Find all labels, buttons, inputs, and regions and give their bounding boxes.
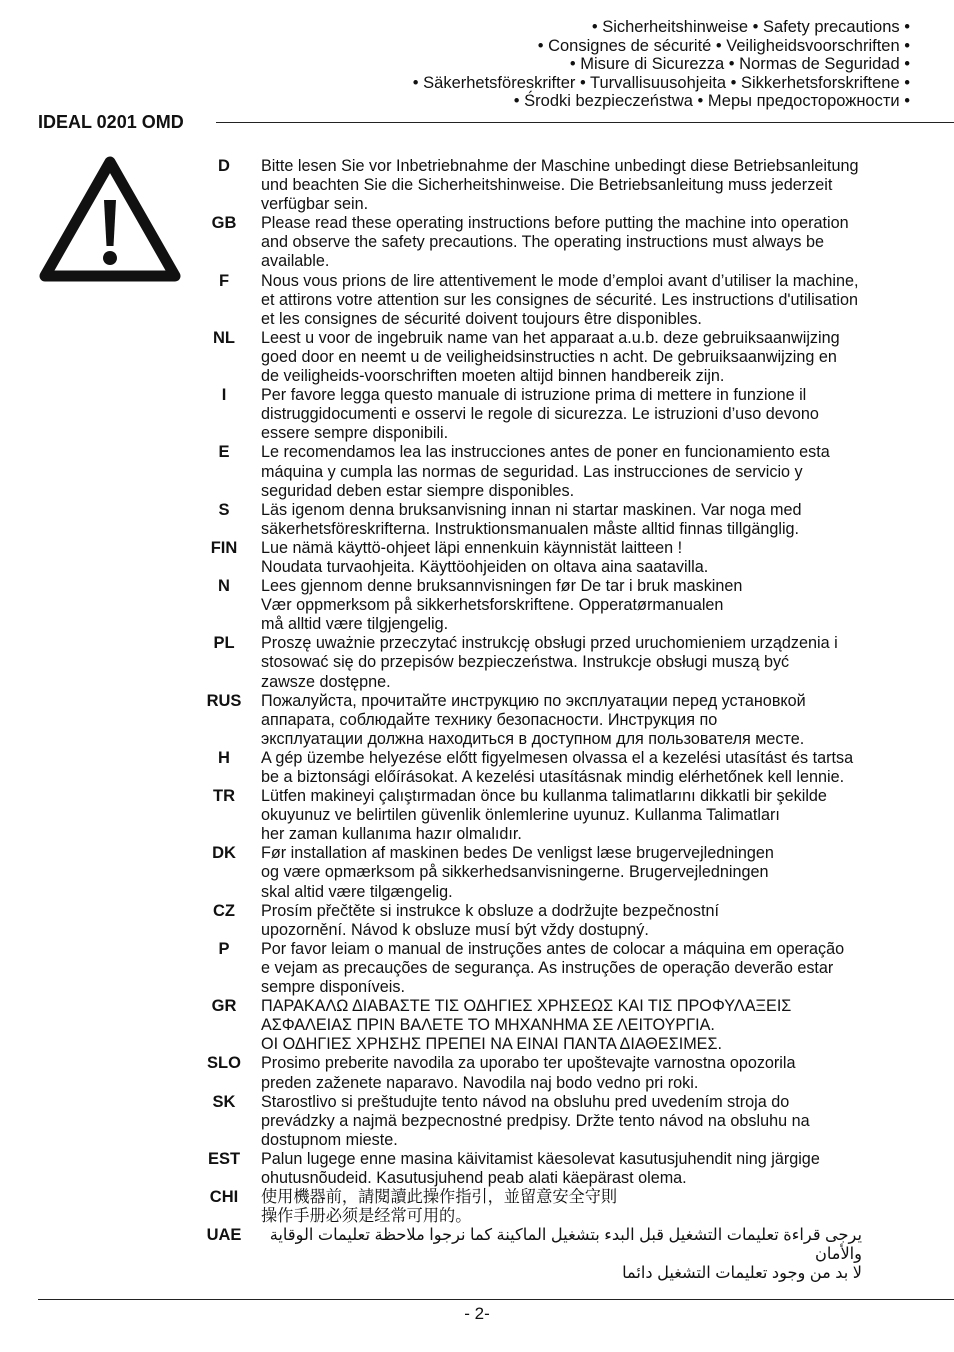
lang-entry xyxy=(204,157,926,214)
lang-code: E xyxy=(218,443,230,462)
lang-text: Please read these operating instructions before putting the machine into operation and observe the safety precautions. The operating instructions must always be available. xyxy=(261,214,849,271)
lang-code: RUS xyxy=(206,691,242,710)
lang-entry xyxy=(204,1226,926,1283)
lang-entry xyxy=(204,386,926,443)
lang-text: Prosimo preberite navodila za uporabo ter upoštevajte varnostna opozorila preden zaženete naparavo. Navodila naj bodo vedno pri roki. xyxy=(261,1054,796,1092)
lang-text: يرجى قراءة تعليمات التشغيل قبل البدء بتشغيل الماكينة كما نرجوا ملاحظة تعليمات الوقاية والأمان لا بد من وجود تعليمات التشغيل دائما xyxy=(269,1226,862,1283)
page-number: - 2- xyxy=(464,1304,490,1323)
language-instructions-list xyxy=(204,157,926,1284)
lang-text: Lees gjennom denne bruksannvisningen før De tar i bruk maskinen Vær oppmerksom på sikkerhetsforskriftene. Opperatørmanualen må alltid være tilgjengelig. xyxy=(261,577,743,634)
lang-entry xyxy=(204,214,926,271)
lang-code: PL xyxy=(213,634,235,653)
lang-text: Le recomendamos lea las instrucciones antes de poner en funcionamiento esta máquina y cumpla las normas de seguridad. Las instrucciones de servicio y seguridad deben estar siempre disponibles. xyxy=(261,443,830,500)
lang-code: CZ xyxy=(213,901,235,920)
lang-entry xyxy=(204,940,926,997)
lang-code: F xyxy=(218,271,230,290)
lang-entry xyxy=(204,902,926,940)
safety-titles-header xyxy=(413,18,910,111)
lang-text: Por favor leiam o manual de instruções antes de colocar a máquina em operação e vejam as precauções de segurança. As instruções de operação deverão estar sempre disponíveis. xyxy=(261,939,845,997)
lang-text: Per favore legga questo manuale di istruzione prima di mettere in funzione il distruggidocumenti e osservi le regole di sicurezza. Le istruzioni d’uso devono essere sempre disponibili. xyxy=(261,386,819,443)
lang-text: Før installation af maskinen bedes De venligst læse brugervejledningen og være opmærksom på sikkerhedsanvisningerne. Brugervejledningen skal altid være tilgængelig. xyxy=(261,844,774,901)
lang-code: N xyxy=(218,577,230,596)
lang-code: NL xyxy=(213,328,235,347)
footer-divider xyxy=(38,1299,954,1300)
lang-code: S xyxy=(218,500,230,519)
lang-code: UAE xyxy=(206,1226,242,1245)
lang-entry xyxy=(204,787,926,844)
header-line: • Sicherheitshinweise • Safety precautions • xyxy=(591,18,910,36)
lang-entry xyxy=(204,749,926,787)
lang-text: A gép üzembe helyezése előtt figyelmesen olvassa el a kezelési utasítást és tartsa be a biztonsági előírásokat. A kezelési utasításnak mindig elérhetőnek kell lennie. xyxy=(261,748,854,786)
lang-entry xyxy=(204,844,926,901)
lang-text: 使用機器前，請閱讀此操作指引，並留意安全守則 操作手册必须是经常可用的。 xyxy=(261,1188,618,1226)
lang-entry xyxy=(204,634,926,691)
lang-entry xyxy=(204,539,926,577)
lang-entry xyxy=(204,1150,926,1188)
lang-entry xyxy=(204,443,926,500)
lang-code: D xyxy=(218,157,230,175)
lang-entry xyxy=(204,997,926,1054)
lang-entry xyxy=(204,272,926,329)
lang-text: Leest u voor de ingebruik name van het apparaat a.u.b. deze gebruiksaanwijzing goed door en neemt u de veiligheidsinstructies n acht. De gebruiksaanwijzing en de veiligheids-voorschriften moeten altijd binnen handbereik zijn. xyxy=(261,328,840,386)
lang-text: Starostlivo si preštudujte tento návod na obsluhu pred uvedením stroja do prevádzky a najmä bezpecnostné predpisy. Držte tento návod na obsluhu na dostupnom mieste. xyxy=(261,1092,810,1149)
lang-entry xyxy=(204,329,926,386)
lang-code: I xyxy=(221,386,227,405)
lang-text: Lue nämä käyttö-ohjeet läpi ennenkuin käynnistät laitteen ! Noudata turvaohjeita. Käyttöohjeiden on oltava aina saatavilla. xyxy=(261,538,709,576)
lang-code: GR xyxy=(211,997,237,1016)
lang-text: Пожалуйста, прочитайте инструкцию по эксплуатации перед установкой аппарата, соблюдайте технику безопасности. Инструкция по эксплуатации должна находиться в доступном для пользователя месте. xyxy=(261,691,806,748)
lang-text: Lütfen makineyi çalıştırmadan önce bu kullanma talimatlarını dikkatli bir şekilde okuyunuz ve belirtilen güvenlik önlemlerine uyunuz. Kullanma Talimatları her zaman kullanıma hazır olmalıdır. xyxy=(261,787,827,844)
lang-entry xyxy=(204,1093,926,1150)
lang-text: Proszę uważnie przeczytać instrukcję obsługi przed uruchomieniem urządzenia i stosować się do przepisów bezpieczeństwa. Instrukcje obsługi muszą być zawsze dostępne. xyxy=(261,634,838,691)
header-divider xyxy=(216,122,954,123)
lang-text: Nous vous prions de lire attentivement le mode d’emploi avant d’utiliser la machine, et attirons votre attention sur les consignes de sécurité. Les instructions d'utilisation et les consignes de sécurité doivent toujours être disponibles. xyxy=(261,271,859,328)
lang-text: Prosím přečtěte si instrukce k obsluze a dodržujte bezpečnostní upozornění. Návod k obsluze musí být vždy dostupný. xyxy=(261,901,719,939)
header-line: • Misure di Sicurezza • Normas de Seguridad • xyxy=(569,55,910,74)
lang-code: P xyxy=(218,939,230,958)
lang-code: TR xyxy=(213,787,235,806)
lang-code: DK xyxy=(212,844,236,863)
model-title: IDEAL 0201 OMD xyxy=(38,111,194,133)
header-line: • Consignes de sécurité • Veiligheidsvoorschriften • xyxy=(537,36,910,55)
lang-text: Läs igenom denna bruksanvisning innan ni startar maskinen. Var noga med säkerhetsföreskrifterna. Instruktionsmanualen måste alltid finnas tillgänglig. xyxy=(261,500,802,538)
lang-entry xyxy=(204,1054,926,1092)
header-line: • Säkerhetsföreskrifter • Turvallisuusohjeita • Sikkerhetsforskriftene • xyxy=(412,73,910,92)
header-line: • Środki bezpieczeństwa • Меры предосторожности • xyxy=(513,92,910,111)
lang-code: H xyxy=(218,748,230,767)
lang-entry xyxy=(204,501,926,539)
lang-entry xyxy=(204,692,926,749)
lang-entry xyxy=(204,1188,926,1226)
lang-code: SLO xyxy=(207,1054,241,1073)
lang-text: Palun lugege enne masina käivitamist käesolevat kasutusjuhendit ning järgige ohutusnõudeid. Kasutusjuhend peab alati käepärast olema. xyxy=(261,1149,820,1187)
lang-entry xyxy=(204,577,926,634)
lang-code: SK xyxy=(212,1092,236,1111)
lang-code: EST xyxy=(207,1149,241,1168)
lang-text: ΠΑΡΑΚΑΛΩ ΔΙΑΒΑΣΤΕ ΤΙΣ ΟΔΗΓΙΕΣ ΧΡΗΣΕΩΣ ΚΑΙ ΤΙΣ ΠΡΟΦΥΛΑΞΕΙΣ ΑΣΦΑΛΕΙΑΣ ΠΡΙΝ ΒΑΛΕΤΕ ΤΟ ΜΗΧΑΝΗΜΑ ΣΕ ΛΕΙΤΟΥΡΓΙΑ. ΟΙ ΟΔΗΓΙΕΣ ΧΡΗΣΗΣ ΠΡΕΠΕΙ ΝΑ ΕΙΝΑΙ ΠΑΝΤΑ ΔΙΑΘΕΣΙΜΕΣ. xyxy=(261,997,792,1054)
lang-code: FIN xyxy=(210,538,238,557)
warning-triangle-icon xyxy=(38,154,182,284)
lang-code: CHI xyxy=(209,1188,239,1207)
lang-text: Bitte lesen Sie vor Inbetriebnahme der Maschine unbedingt diese Betriebsanleitung und beachten Sie die Sicherheitshinweise. Die Betriebsanleitung muss jederzeit verfügbar sein. xyxy=(261,157,859,214)
lang-code: GB xyxy=(211,214,237,233)
